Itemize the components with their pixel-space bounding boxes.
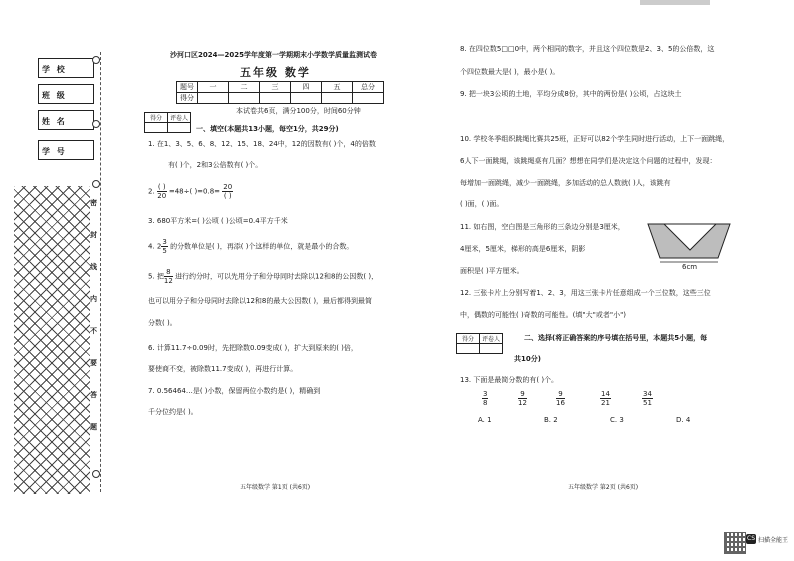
q7-line1: 7. 0.56464…是( )小数，保留两位小数约是( )，精确到 bbox=[148, 387, 321, 395]
school-label: 学 校 bbox=[42, 65, 67, 74]
grader-name-label: 评卷人 bbox=[168, 113, 191, 123]
q5-frac-den: 12 bbox=[163, 277, 173, 285]
q2-frac1-den: 20 bbox=[157, 192, 167, 200]
q2-fraction1 bbox=[157, 183, 167, 200]
binder-char: 密 bbox=[90, 199, 97, 207]
score-header: 题号 bbox=[177, 82, 198, 93]
q1-line2: 有( )个，2和3公倍数有( )个。 bbox=[168, 161, 263, 169]
q5-line2: 也可以用分子和分母同时去除以12和8的最大公因数( )，最后都得到最简 bbox=[148, 297, 373, 305]
binder-char: 题 bbox=[90, 423, 97, 431]
q13-fraction-e bbox=[642, 390, 653, 407]
frac-den: 16 bbox=[556, 399, 565, 407]
score-cell[interactable] bbox=[260, 93, 291, 104]
page1-footer: 五年级数学 第1页 (共6页) bbox=[240, 484, 311, 491]
score-header: 三 bbox=[260, 82, 291, 93]
q2-frac2-den: ( ) bbox=[223, 192, 232, 200]
section2-heading-cont: 共10分) bbox=[514, 355, 541, 363]
frac-den: 21 bbox=[601, 399, 610, 407]
q4 bbox=[148, 238, 353, 255]
q2-frac2-num: 20 bbox=[223, 183, 233, 191]
q7-line2: 千分位约是( )。 bbox=[148, 408, 198, 416]
q9: 9. 把一块3公顷的土地，平均分成8份，其中的两份是( )公顷，占这块土 bbox=[460, 90, 682, 98]
grader-name-label: 评卷人 bbox=[480, 334, 503, 344]
q4-frac-den: 5 bbox=[162, 247, 167, 255]
grader-score-cell[interactable] bbox=[145, 123, 168, 133]
q4-prefix: 4. 2 bbox=[148, 242, 162, 251]
binder-char: 线 bbox=[90, 263, 97, 271]
binding-hole bbox=[92, 470, 100, 478]
scanner-logo-icon: CS bbox=[747, 535, 755, 542]
q11-line2: 4厘米，5厘米，梯形的高是6厘米，阴影 bbox=[460, 245, 586, 253]
score-cell[interactable] bbox=[353, 93, 384, 104]
q10-line1: 10. 学校冬季组织跳绳比赛共25班，正好可以82个学生同时进行活动，上下一面跳绳， bbox=[460, 135, 730, 143]
base-label: 6cm bbox=[682, 263, 698, 270]
q6-line2: 要使商不变，被除数11.7变成( )，再进行计算。 bbox=[148, 365, 298, 373]
exam-title: 沙河口区2024—2025学年度第一学期期末小学数学质量监测试卷 bbox=[170, 51, 377, 59]
q2-middle: =48÷( )=0.8= bbox=[168, 187, 221, 196]
grader-score-label: 得分 bbox=[145, 113, 168, 123]
frac-num: 34 bbox=[643, 390, 652, 398]
q4-fraction bbox=[161, 238, 167, 255]
q4-text: 的分数单位是( )，再添( )个这样的单位，就是最小的合数。 bbox=[170, 242, 354, 251]
binder-char: 内 bbox=[90, 295, 97, 303]
q5-line3: 分数( )。 bbox=[148, 319, 177, 327]
grader-score-cell[interactable] bbox=[457, 344, 480, 354]
q2-fraction2 bbox=[222, 183, 233, 200]
score-table bbox=[176, 81, 384, 104]
binder-char: 不 bbox=[90, 327, 97, 335]
frac-den: 8 bbox=[483, 399, 488, 407]
trapezoid-figure bbox=[646, 220, 732, 270]
frac-num: 3 bbox=[483, 390, 488, 398]
q13-fraction-b bbox=[518, 390, 527, 407]
frac-num: 9 bbox=[556, 390, 565, 399]
q5-fraction bbox=[164, 268, 173, 285]
q11-line1: 11. 如右图，空白图是三角形的三条边分别是3厘米， bbox=[460, 223, 625, 231]
q2-frac1-num: ( ) bbox=[157, 183, 166, 191]
q5-frac-num: 8 bbox=[164, 268, 173, 277]
q2-number: 2. bbox=[148, 187, 155, 196]
binding-hole bbox=[92, 120, 100, 128]
score-cell[interactable] bbox=[198, 93, 229, 104]
section2-heading: 二、选择(将正确答案的序号填在括号里，本题共5小题，每 bbox=[524, 334, 708, 342]
q13-option-b[interactable]: B. 2 bbox=[544, 416, 558, 424]
score-header: 五 bbox=[322, 82, 353, 93]
q13-fraction-d bbox=[600, 390, 611, 407]
q6-line1: 6. 计算11.7÷0.09时，先把除数0.09变成( )，扩大到原来的( )倍， bbox=[148, 344, 358, 352]
qr-code bbox=[724, 532, 746, 554]
grader-box bbox=[144, 112, 191, 133]
grade-subject: 五年级 数学 bbox=[240, 66, 311, 79]
name-label: 姓 名 bbox=[42, 117, 67, 126]
section1-heading: 一、填空(本题共13小题，每空1分，共29分) bbox=[196, 125, 339, 133]
scanner-watermark: 扫描全能王 bbox=[758, 537, 789, 544]
score-label: 得分 bbox=[177, 93, 198, 104]
frac-num: 14 bbox=[601, 390, 610, 398]
q5 bbox=[148, 268, 378, 285]
frac-den: 51 bbox=[643, 399, 652, 407]
page2-footer: 五年级数学 第2页 (共6页) bbox=[568, 484, 639, 491]
binding-cut-line bbox=[100, 52, 101, 492]
binding-hole bbox=[92, 180, 100, 188]
class-label: 班 级 bbox=[42, 91, 67, 100]
q2 bbox=[148, 183, 233, 200]
q5-text: 进行约分时，可以先用分子和分母同时去除以12和8的公因数( )， bbox=[175, 272, 379, 281]
grader-box-2 bbox=[456, 333, 503, 354]
q13-option-d[interactable]: D. 4 bbox=[676, 416, 691, 424]
q3: 3. 680平方米=( )公顷 ( )公顷=0.4平方千米 bbox=[148, 217, 288, 225]
q12-line1: 12. 三张卡片上分别写着1、2、3，用这三张卡片任意组成一个三位数，这些三位 bbox=[460, 289, 711, 297]
q12-line2: 中，偶数的可能性( )奇数的可能性。(填"大"或者"小") bbox=[460, 311, 627, 319]
frac-den: 12 bbox=[518, 399, 527, 407]
scan-smudge bbox=[640, 0, 710, 5]
grader-score-label: 得分 bbox=[457, 334, 480, 344]
score-header: 总分 bbox=[353, 82, 384, 93]
q10-line2: 6人下一面跳绳，该跳绳桌有几面？想想在同学们是决定这个问题的过程中，发现： bbox=[460, 157, 717, 165]
q13-fraction-a bbox=[482, 390, 488, 407]
grader-name-cell[interactable] bbox=[168, 123, 191, 133]
student-number-label: 学 号 bbox=[42, 147, 67, 156]
exam-note: 本试卷共6页，满分100分，时间60分钟 bbox=[236, 107, 361, 115]
binder-char: 要 bbox=[90, 359, 97, 367]
q8-line1: 8. 在四位数5□□0中，两个相同的数字，并且这个四位数是2、3、5的公倍数，这 bbox=[460, 45, 715, 53]
q11-line3: 面积是( )平方厘米。 bbox=[460, 267, 524, 275]
q1-line1: 1. 在1、3、5、6、8、12、15、18、24中，12的因数有( )个，4的倍数 bbox=[148, 140, 376, 148]
frac-num: 9 bbox=[518, 390, 527, 399]
q8-line2: 个四位数最大是( )，最小是( )。 bbox=[460, 68, 560, 76]
binder-char: 答 bbox=[90, 391, 97, 399]
grader-name-cell[interactable] bbox=[480, 344, 503, 354]
q5-prefix: 5. 把 bbox=[148, 272, 164, 281]
q13: 13. 下面是最简分数的有( )个。 bbox=[460, 376, 559, 384]
score-cell[interactable] bbox=[229, 93, 260, 104]
score-header: 二 bbox=[229, 82, 260, 93]
q4-frac-num: 3 bbox=[162, 238, 167, 246]
score-header: 一 bbox=[198, 82, 229, 93]
q10-line4: ( )面，( )面。 bbox=[460, 200, 504, 208]
q13-option-a[interactable]: A. 1 bbox=[478, 416, 492, 424]
score-cell[interactable] bbox=[322, 93, 353, 104]
q10-line3: 每增加一面跳绳，减少一面跳绳，多加活动的总人数就( )人，该跳有 bbox=[460, 179, 671, 187]
student-info-box bbox=[12, 56, 94, 174]
score-cell[interactable] bbox=[291, 93, 322, 104]
q13-option-c[interactable]: C. 3 bbox=[610, 416, 624, 424]
binder-char: 封 bbox=[90, 231, 97, 239]
score-header: 四 bbox=[291, 82, 322, 93]
q13-fraction-c bbox=[556, 390, 565, 407]
binding-hole bbox=[92, 56, 100, 64]
binding-pattern bbox=[14, 186, 90, 494]
